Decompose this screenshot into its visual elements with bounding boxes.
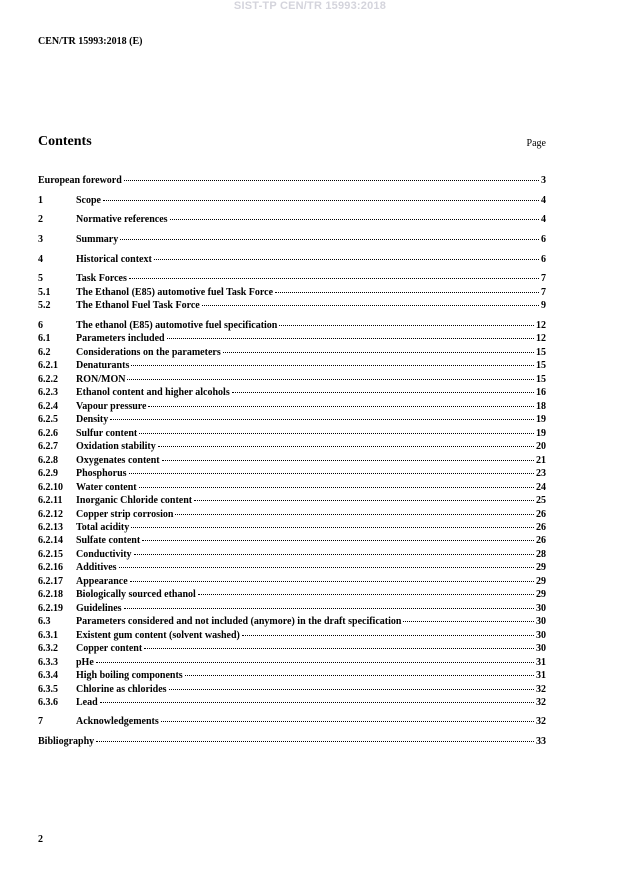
toc-entry-page: 31 [536,657,546,668]
toc-entry-title: Oxidation stability [76,441,156,452]
toc-entry[interactable] [38,482,546,494]
toc-entry-page: 20 [536,441,546,452]
toc-entry[interactable] [38,320,546,332]
toc-entry-number: 6.2.18 [38,589,63,600]
toc-entry[interactable] [38,576,546,588]
toc-entry-page: 33 [536,736,546,747]
toc-entry-number: 6.2.1 [38,360,58,371]
toc-entry-number: 7 [38,716,43,727]
toc-entry[interactable] [38,603,546,615]
toc-entry[interactable] [38,495,546,507]
toc-entry-page: 30 [536,643,546,654]
toc-entry-number: 6.2.16 [38,562,63,573]
toc-entry[interactable] [38,657,546,669]
toc-entry-number: 6.2.7 [38,441,58,452]
toc-entry-title: Chlorine as chlorides [76,684,167,695]
toc-entry-number: 6 [38,320,43,331]
toc-entry-page: 15 [536,374,546,385]
toc-entry-title: Denaturants [76,360,130,371]
toc-entry-page: 19 [536,414,546,425]
toc-entry[interactable] [38,630,546,642]
toc-dot-leader [175,514,534,515]
toc-entry[interactable] [38,535,546,547]
toc-entry-page: 26 [536,522,546,533]
toc-entry-page: 32 [536,697,546,708]
toc-entry-title: Scope [76,195,101,206]
toc-entry-title: Sulfur content [76,428,138,439]
toc-entry-number: 6.2.2 [38,374,58,385]
toc-dot-leader [134,554,534,555]
toc-entry-number: 6.2.19 [38,603,63,614]
toc-entry-number: 6.2 [38,347,51,358]
toc-dot-leader [119,567,534,568]
toc-dot-leader [194,500,534,501]
toc-entry-title: European foreword [38,175,122,186]
toc-entry-title: The ethanol (E85) automotive fuel specification [76,320,278,331]
toc-entry-title: Vapour pressure [76,401,147,412]
toc-entry-title: Water content [76,482,137,493]
toc-entry-page: 12 [536,320,546,331]
toc-entry-number: 6.3 [38,616,51,627]
toc-entry-page: 7 [541,287,546,298]
toc-dot-leader [144,648,534,649]
toc-entry-number: 6.2.3 [38,387,58,398]
toc-entry-page: 4 [541,214,546,225]
toc-entry-title: Summary [76,234,119,245]
toc-entry-number: 6.2.14 [38,535,63,546]
toc-dot-leader [279,325,534,326]
toc-entry-number: 6.2.15 [38,549,63,560]
toc-entry-page: 30 [536,616,546,627]
toc-entry-title: Considerations on the parameters [76,347,221,358]
toc-entry-title: Acknowledgements [76,716,159,727]
toc-entry[interactable] [38,300,546,312]
toc-dot-leader [275,292,539,293]
toc-dot-leader [103,200,539,201]
toc-entry-number: 6.2.4 [38,401,58,412]
toc-entry[interactable] [38,549,546,561]
toc-entry-title: High boiling components [76,670,183,681]
toc-entry-title: Parameters included [76,333,165,344]
toc-entry-page: 30 [536,630,546,641]
toc-entry-title: Ethanol content and higher alcohols [76,387,230,398]
toc-dot-leader [129,473,534,474]
toc-entry-title: Additives [76,562,117,573]
toc-entry-page: 29 [536,576,546,587]
toc-entry[interactable] [38,468,546,480]
toc-entry-page: 25 [536,495,546,506]
toc-dot-leader [96,741,534,742]
toc-entry-number: 6.2.17 [38,576,63,587]
toc-entry[interactable] [38,455,546,467]
toc-entry-number: 6.2.9 [38,468,58,479]
toc-entry[interactable] [38,175,546,187]
toc-entry[interactable] [38,374,546,386]
toc-entry[interactable] [38,401,546,413]
toc-entry-title: Density [76,414,109,425]
toc-entry-number: 6.2.12 [38,509,63,520]
toc-entry-number: 5.1 [38,287,51,298]
toc-entry-title: Task Forces [76,273,127,284]
toc-entry-title: Total acidity [76,522,130,533]
toc-entry[interactable] [38,643,546,655]
page-number: 2 [38,834,43,845]
toc-entry-number: 6.1 [38,333,51,344]
toc-entry-number: 5.2 [38,300,51,311]
toc-entry-number: 6.2.6 [38,428,58,439]
toc-entry-title: Biologically sourced ethanol [76,589,196,600]
toc-entry-title: Existent gum content (solvent washed) [76,630,240,641]
toc-dot-leader [131,365,534,366]
toc-entry-page: 15 [536,347,546,358]
toc-entry[interactable] [38,616,546,628]
toc-dot-leader [154,259,539,260]
toc-entry[interactable] [38,509,546,521]
toc-entry-title: Appearance [76,576,128,587]
toc-entry-page: 21 [536,455,546,466]
toc-entry-page: 15 [536,360,546,371]
toc-entry-title: The Ethanol (E85) automotive fuel Task Force [76,287,274,298]
toc-entry[interactable] [38,670,546,682]
toc-dot-leader [127,379,534,380]
toc-entry-title: Historical context [76,254,152,265]
toc-entry-page: 32 [536,684,546,695]
toc-dot-leader [185,675,534,676]
toc-dot-leader [142,540,534,541]
toc-dot-leader [403,621,534,622]
toc-dot-leader [110,419,534,420]
toc-entry-page: 26 [536,535,546,546]
toc-entry-page: 28 [536,549,546,560]
toc-entry[interactable] [38,716,546,728]
toc-entry-number: 1 [38,195,43,206]
toc-entry[interactable] [38,347,546,359]
toc-entry[interactable] [38,414,546,426]
toc-entry-page: 9 [541,300,546,311]
toc-entry[interactable] [38,522,546,534]
toc-entry-title: Conductivity [76,549,132,560]
toc-entry-page: 29 [536,589,546,600]
toc-entry-title: Normative references [76,214,168,225]
toc-entry-number: 6.3.6 [38,697,58,708]
toc-entry-number: 6.3.5 [38,684,58,695]
toc-dot-leader [100,702,534,703]
toc-entry-number: 6.2.11 [38,495,63,506]
toc-entry-page: 31 [536,670,546,681]
toc-entry[interactable] [38,697,546,709]
toc-entry-title: RON/MON [76,374,126,385]
toc-dot-leader [130,581,534,582]
toc-entry-page: 12 [536,333,546,344]
toc-entry[interactable] [38,195,546,207]
toc-entry[interactable] [38,333,546,345]
toc-entry-title: Guidelines [76,603,122,614]
toc-entry[interactable] [38,736,546,748]
toc-dot-leader [124,608,534,609]
toc-dot-leader [120,239,539,240]
page-column-label: Page [526,138,546,149]
toc-entry[interactable] [38,441,546,453]
toc-dot-leader [167,338,534,339]
toc-entry[interactable] [38,562,546,574]
document-id: CEN/TR 15993:2018 (E) [38,36,143,47]
toc-dot-leader [232,392,534,393]
toc-entry-title: Phosphorus [76,468,127,479]
toc-dot-leader [139,487,534,488]
toc-entry-page: 32 [536,716,546,727]
toc-dot-leader [162,460,534,461]
watermark: SIST-TP CEN/TR 15993:2018 [233,0,387,12]
toc-entry-page: 18 [536,401,546,412]
toc-entry[interactable] [38,287,546,299]
toc-dot-leader [202,305,539,306]
toc-entry-page: 4 [541,195,546,206]
toc-entry-page: 29 [536,562,546,573]
toc-entry-number: 6.3.3 [38,657,58,668]
toc-dot-leader [170,219,539,220]
toc-entry-number: 4 [38,254,43,265]
toc-dot-leader [131,527,534,528]
toc-dot-leader [198,594,534,595]
toc-entry-number: 6.2.10 [38,482,63,493]
toc-entry-title: Bibliography [38,736,95,747]
toc-entry[interactable] [38,360,546,372]
toc-entry-number: 5 [38,273,43,284]
toc-entry-page: 6 [541,234,546,245]
toc-entry-page: 3 [541,175,546,186]
toc-entry-page: 19 [536,428,546,439]
toc-entry-page: 16 [536,387,546,398]
toc-entry-title: Copper strip corrosion [76,509,174,520]
toc-entry-number: 6.3.4 [38,670,58,681]
toc-entry[interactable] [38,254,546,266]
toc-entry-number: 6.2.13 [38,522,63,533]
toc-entry-page: 30 [536,603,546,614]
toc-entry-title: Copper content [76,643,143,654]
toc-dot-leader [124,180,539,181]
toc-entry-page: 7 [541,273,546,284]
toc-dot-leader [148,406,534,407]
toc-entry-number: 3 [38,234,43,245]
toc-entry-number: 6.2.5 [38,414,58,425]
toc-dot-leader [139,433,534,434]
toc-entry-number: 6.2.8 [38,455,58,466]
toc-entry-page: 26 [536,509,546,520]
toc-entry[interactable] [38,684,546,696]
toc-entry-title: Lead [76,697,98,708]
toc-entry-title: The Ethanol Fuel Task Force [76,300,200,311]
toc-entry-title: Inorganic Chloride content [76,495,193,506]
toc-dot-leader [169,689,534,690]
toc-entry-page: 6 [541,254,546,265]
toc-entry-page: 23 [536,468,546,479]
toc-entry[interactable] [38,214,546,226]
toc-dot-leader [158,446,534,447]
toc-entry-number: 6.3.2 [38,643,58,654]
toc-entry-number: 6.3.1 [38,630,58,641]
toc-dot-leader [161,721,534,722]
toc-entry-number: 2 [38,214,43,225]
toc-entry[interactable] [38,428,546,440]
toc-entry-title: pHe [76,657,94,668]
toc-dot-leader [96,662,534,663]
toc-entry-title: Parameters considered and not included (anymore) in the draft specification [76,616,402,627]
toc-entry[interactable] [38,387,546,399]
toc-dot-leader [129,278,539,279]
toc-entry[interactable] [38,589,546,601]
toc-dot-leader [223,352,534,353]
contents-heading: Contents [38,134,92,149]
toc-entry[interactable] [38,234,546,246]
toc-entry-title: Sulfate content [76,535,141,546]
toc-entry-page: 24 [536,482,546,493]
toc-entry[interactable] [38,273,546,285]
toc-dot-leader [242,635,534,636]
toc-entry-title: Oxygenates content [76,455,160,466]
